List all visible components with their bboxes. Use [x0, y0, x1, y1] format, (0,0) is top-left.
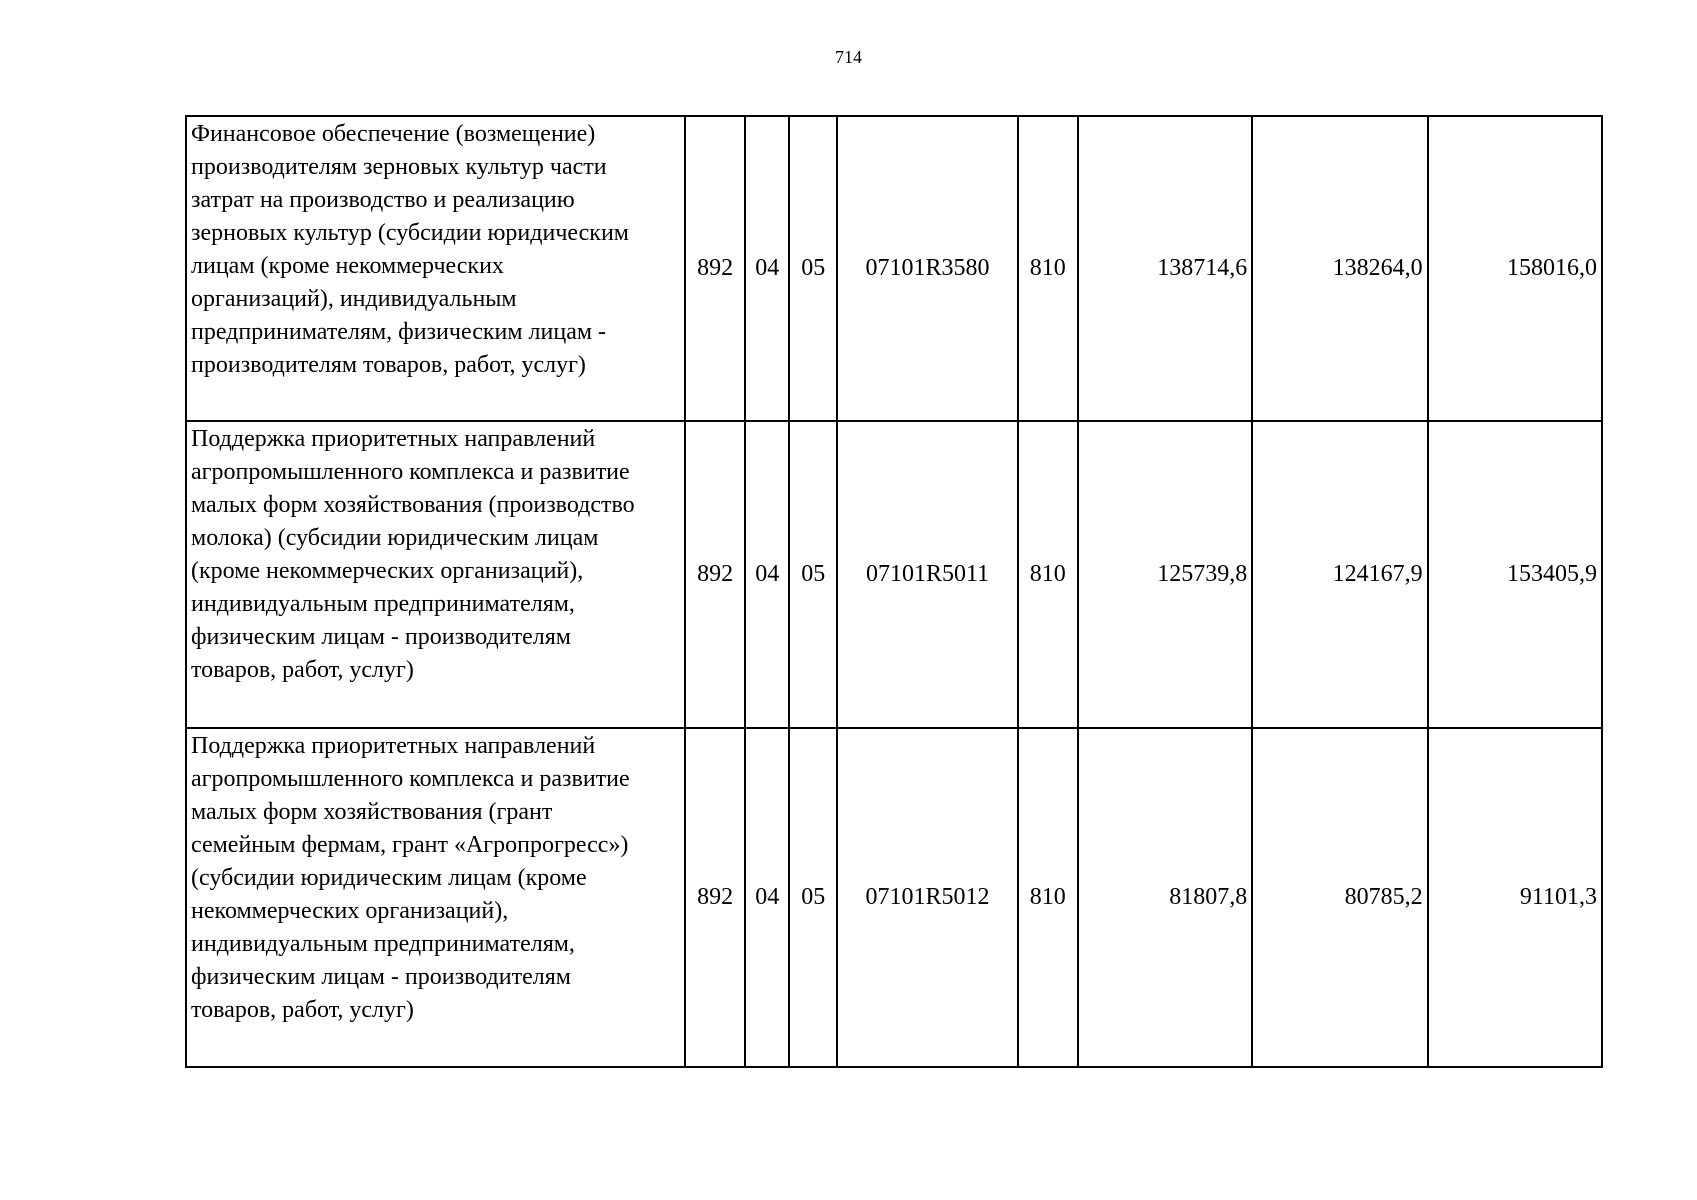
amount-year-3: 158016,0 [1428, 116, 1602, 421]
amount-year-2: 80785,2 [1252, 728, 1427, 1067]
amount-year-1: 125739,8 [1078, 421, 1252, 728]
subsection-code: 05 [789, 728, 837, 1067]
section-code: 04 [745, 116, 789, 421]
table-row [186, 728, 1602, 1067]
target-article-code: 07101R5012 [837, 728, 1017, 1067]
expense-type-code: 810 [1018, 421, 1078, 728]
expense-type-code: 810 [1018, 728, 1078, 1067]
row-description: Поддержка приоритетных направлений агропромышленного комплекса и развитие малых форм хозяйствования (производство молока) (субсидии юридическим лицам (кроме некоммерческих организаций), индивидуальным предпринимателям, физическим лицам - производителям товаров, работ, услуг) [186, 421, 685, 728]
amount-year-2: 138264,0 [1252, 116, 1427, 421]
amount-year-3: 91101,3 [1428, 728, 1602, 1067]
section-code: 04 [745, 728, 789, 1067]
row-description: Финансовое обеспечение (возмещение) производителям зерновых культур части затрат на производство и реализацию зерновых культур (субсидии юридическим лицам (кроме некоммерческих организаций), индивидуальным предпринимателям, физическим лицам - производителям товаров, работ, услуг) [186, 116, 685, 421]
amount-year-1: 138714,6 [1078, 116, 1252, 421]
page-number: 714 [835, 47, 862, 67]
subsection-code: 05 [789, 421, 837, 728]
ministry-code: 892 [685, 421, 745, 728]
ministry-code: 892 [685, 116, 745, 421]
amount-year-1: 81807,8 [1078, 728, 1252, 1067]
expense-type-code: 810 [1018, 116, 1078, 421]
subsection-code: 05 [789, 116, 837, 421]
amount-year-2: 124167,9 [1252, 421, 1427, 728]
section-code: 04 [745, 421, 789, 728]
ministry-code: 892 [685, 728, 745, 1067]
table-row [186, 421, 1602, 728]
table-row [186, 116, 1602, 421]
row-description: Поддержка приоритетных направлений агропромышленного комплекса и развитие малых форм хозяйствования (грант семейным фермам, грант «Агропрогресс») (субсидии юридическим лицам (кроме некоммерческих организаций), индивидуальным предпринимателям, физическим лицам - производителям товаров, работ, услуг) [186, 728, 685, 1067]
target-article-code: 07101R3580 [837, 116, 1017, 421]
amount-year-3: 153405,9 [1428, 421, 1602, 728]
target-article-code: 07101R5011 [837, 421, 1017, 728]
budget-table [185, 115, 1603, 1068]
